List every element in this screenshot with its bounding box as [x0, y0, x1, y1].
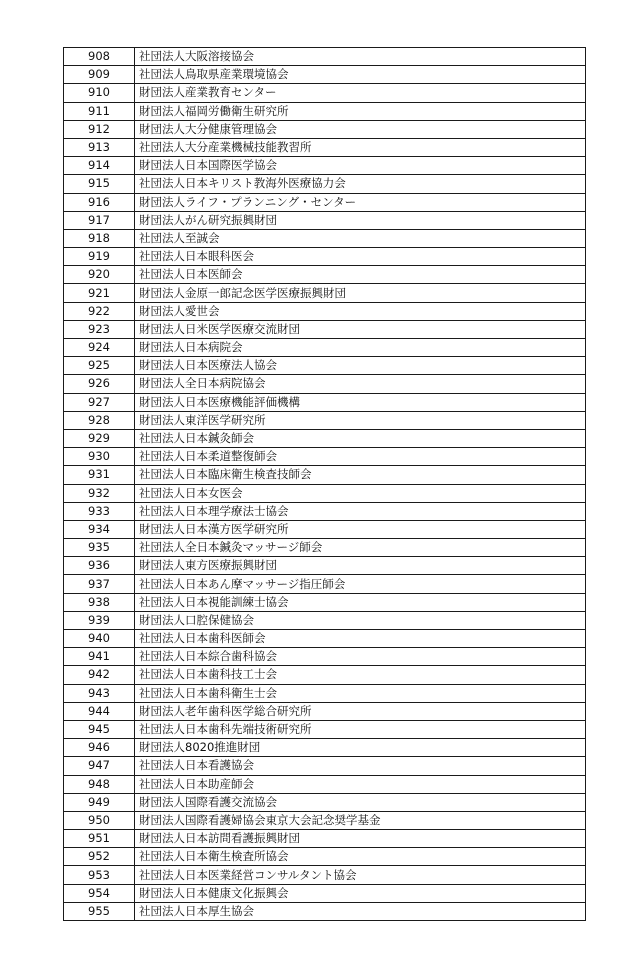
row-number: 952: [64, 848, 135, 866]
row-number: 948: [64, 775, 135, 793]
table-row: [64, 775, 586, 793]
organization-name: 財団法人日米医学医療交流財団: [135, 320, 586, 338]
organization-name: 社団法人日本看護協会: [135, 757, 586, 775]
organization-name: 財団法人がん研究振興財団: [135, 211, 586, 229]
organization-name: 社団法人全日本鍼灸マッサージ師会: [135, 539, 586, 557]
table-row: [64, 193, 586, 211]
organization-name: 財団法人日本訪問看護振興財団: [135, 830, 586, 848]
organization-name: 財団法人老年歯科医学総合研究所: [135, 702, 586, 720]
organization-name: 財団法人東方医療振興財団: [135, 557, 586, 575]
table-row: [64, 248, 586, 266]
row-number: 921: [64, 284, 135, 302]
row-number: 917: [64, 211, 135, 229]
organization-name: 財団法人金原一郎記念医学医療振興財団: [135, 284, 586, 302]
row-number: 910: [64, 84, 135, 102]
organization-name: 社団法人日本女医会: [135, 484, 586, 502]
row-number: 930: [64, 448, 135, 466]
row-number: 933: [64, 502, 135, 520]
organization-name: 財団法人8020推進財団: [135, 739, 586, 757]
organization-name: 社団法人大阪溶接協会: [135, 48, 586, 66]
table-row: [64, 229, 586, 247]
table-row: [64, 811, 586, 829]
row-number: 950: [64, 811, 135, 829]
organization-name: 社団法人日本キリスト教海外医療協力会: [135, 175, 586, 193]
row-number: 919: [64, 248, 135, 266]
organization-name: 社団法人日本柔道整復師会: [135, 448, 586, 466]
row-number: 935: [64, 539, 135, 557]
table-row: [64, 211, 586, 229]
organization-name: 社団法人日本歯科医師会: [135, 630, 586, 648]
table-row: [64, 520, 586, 538]
organization-name: 社団法人日本医師会: [135, 266, 586, 284]
row-number: 926: [64, 375, 135, 393]
organization-name: 社団法人日本衛生検査所協会: [135, 848, 586, 866]
table-row: [64, 357, 586, 375]
table-row: [64, 702, 586, 720]
organization-name: 社団法人鳥取県産業環境協会: [135, 66, 586, 84]
table-row: [64, 757, 586, 775]
organization-name: 財団法人日本健康文化振興会: [135, 884, 586, 902]
row-number: 940: [64, 630, 135, 648]
table-row: [64, 648, 586, 666]
table-row: [64, 339, 586, 357]
table-row: [64, 884, 586, 902]
table-row: [64, 48, 586, 66]
row-number: 944: [64, 702, 135, 720]
row-number: 936: [64, 557, 135, 575]
organization-name: 財団法人国際看護婦協会東京大会記念奨学基金: [135, 811, 586, 829]
organization-name: 財団法人口腔保健協会: [135, 611, 586, 629]
table-row: [64, 284, 586, 302]
organization-table: [63, 47, 586, 921]
row-number: 939: [64, 611, 135, 629]
row-number: 945: [64, 720, 135, 738]
table-row: [64, 466, 586, 484]
row-number: 941: [64, 648, 135, 666]
organization-name: 社団法人日本厚生協会: [135, 902, 586, 920]
table-row: [64, 120, 586, 138]
organization-name: 社団法人日本歯科衛生士会: [135, 684, 586, 702]
organization-name: 財団法人産業教育センター: [135, 84, 586, 102]
organization-name: 社団法人日本理学療法士協会: [135, 502, 586, 520]
row-number: 954: [64, 884, 135, 902]
organization-name: 社団法人日本鍼灸師会: [135, 429, 586, 447]
row-number: 942: [64, 666, 135, 684]
table-row: [64, 102, 586, 120]
organization-name: 財団法人国際看護交流協会: [135, 793, 586, 811]
table-row: [64, 539, 586, 557]
table-row: [64, 320, 586, 338]
table-row: [64, 84, 586, 102]
table-row: [64, 502, 586, 520]
table-row: [64, 302, 586, 320]
table-row: [64, 830, 586, 848]
row-number: 951: [64, 830, 135, 848]
row-number: 932: [64, 484, 135, 502]
table-row: [64, 393, 586, 411]
table-row: [64, 684, 586, 702]
table-row: [64, 630, 586, 648]
table-row: [64, 611, 586, 629]
organization-name: 社団法人日本眼科医会: [135, 248, 586, 266]
row-number: 912: [64, 120, 135, 138]
organization-name: 財団法人ライフ・プランニング・センター: [135, 193, 586, 211]
organization-name: 社団法人日本助産師会: [135, 775, 586, 793]
organization-name: 社団法人日本歯科技工士会: [135, 666, 586, 684]
table-row: [64, 175, 586, 193]
row-number: 949: [64, 793, 135, 811]
table-row: [64, 138, 586, 156]
row-number: 943: [64, 684, 135, 702]
row-number: 924: [64, 339, 135, 357]
row-number: 955: [64, 902, 135, 920]
row-number: 923: [64, 320, 135, 338]
table-row: [64, 557, 586, 575]
row-number: 920: [64, 266, 135, 284]
table-row: [64, 66, 586, 84]
organization-name: 財団法人日本医療法人協会: [135, 357, 586, 375]
organization-name: 社団法人日本視能訓練士協会: [135, 593, 586, 611]
table-row: [64, 484, 586, 502]
table-row: [64, 666, 586, 684]
row-number: 931: [64, 466, 135, 484]
organization-name: 財団法人福岡労働衛生研究所: [135, 102, 586, 120]
organization-name: 社団法人日本歯科先端技術研究所: [135, 720, 586, 738]
table-row: [64, 848, 586, 866]
organization-name: 財団法人東洋医学研究所: [135, 411, 586, 429]
row-number: 934: [64, 520, 135, 538]
row-number: 922: [64, 302, 135, 320]
row-number: 915: [64, 175, 135, 193]
row-number: 929: [64, 429, 135, 447]
row-number: 914: [64, 157, 135, 175]
row-number: 937: [64, 575, 135, 593]
organization-name: 財団法人大分健康管理協会: [135, 120, 586, 138]
table-row: [64, 720, 586, 738]
organization-name: 社団法人至誠会: [135, 229, 586, 247]
table-row: [64, 375, 586, 393]
table-body: [64, 48, 586, 921]
table-row: [64, 793, 586, 811]
table-row: [64, 157, 586, 175]
row-number: 927: [64, 393, 135, 411]
organization-name: 財団法人全日本病院協会: [135, 375, 586, 393]
organization-name: 財団法人日本病院会: [135, 339, 586, 357]
organization-name: 財団法人日本国際医学協会: [135, 157, 586, 175]
row-number: 913: [64, 138, 135, 156]
organization-name: 財団法人日本医療機能評価機構: [135, 393, 586, 411]
row-number: 911: [64, 102, 135, 120]
table-row: [64, 593, 586, 611]
row-number: 909: [64, 66, 135, 84]
row-number: 916: [64, 193, 135, 211]
table-row: [64, 266, 586, 284]
organization-name: 社団法人日本臨床衛生検査技師会: [135, 466, 586, 484]
table-row: [64, 429, 586, 447]
organization-name: 社団法人日本あん摩マッサージ指圧師会: [135, 575, 586, 593]
row-number: 953: [64, 866, 135, 884]
table-row: [64, 411, 586, 429]
organization-name: 社団法人大分産業機械技能教習所: [135, 138, 586, 156]
row-number: 947: [64, 757, 135, 775]
organization-name: 財団法人日本漢方医学研究所: [135, 520, 586, 538]
table-row: [64, 448, 586, 466]
row-number: 946: [64, 739, 135, 757]
table-row: [64, 575, 586, 593]
row-number: 908: [64, 48, 135, 66]
organization-name: 社団法人日本医業経営コンサルタント協会: [135, 866, 586, 884]
row-number: 938: [64, 593, 135, 611]
table-row: [64, 902, 586, 920]
row-number: 928: [64, 411, 135, 429]
row-number: 918: [64, 229, 135, 247]
table-row: [64, 866, 586, 884]
row-number: 925: [64, 357, 135, 375]
organization-name: 財団法人愛世会: [135, 302, 586, 320]
organization-name: 社団法人日本綜合歯科協会: [135, 648, 586, 666]
table-row: [64, 739, 586, 757]
